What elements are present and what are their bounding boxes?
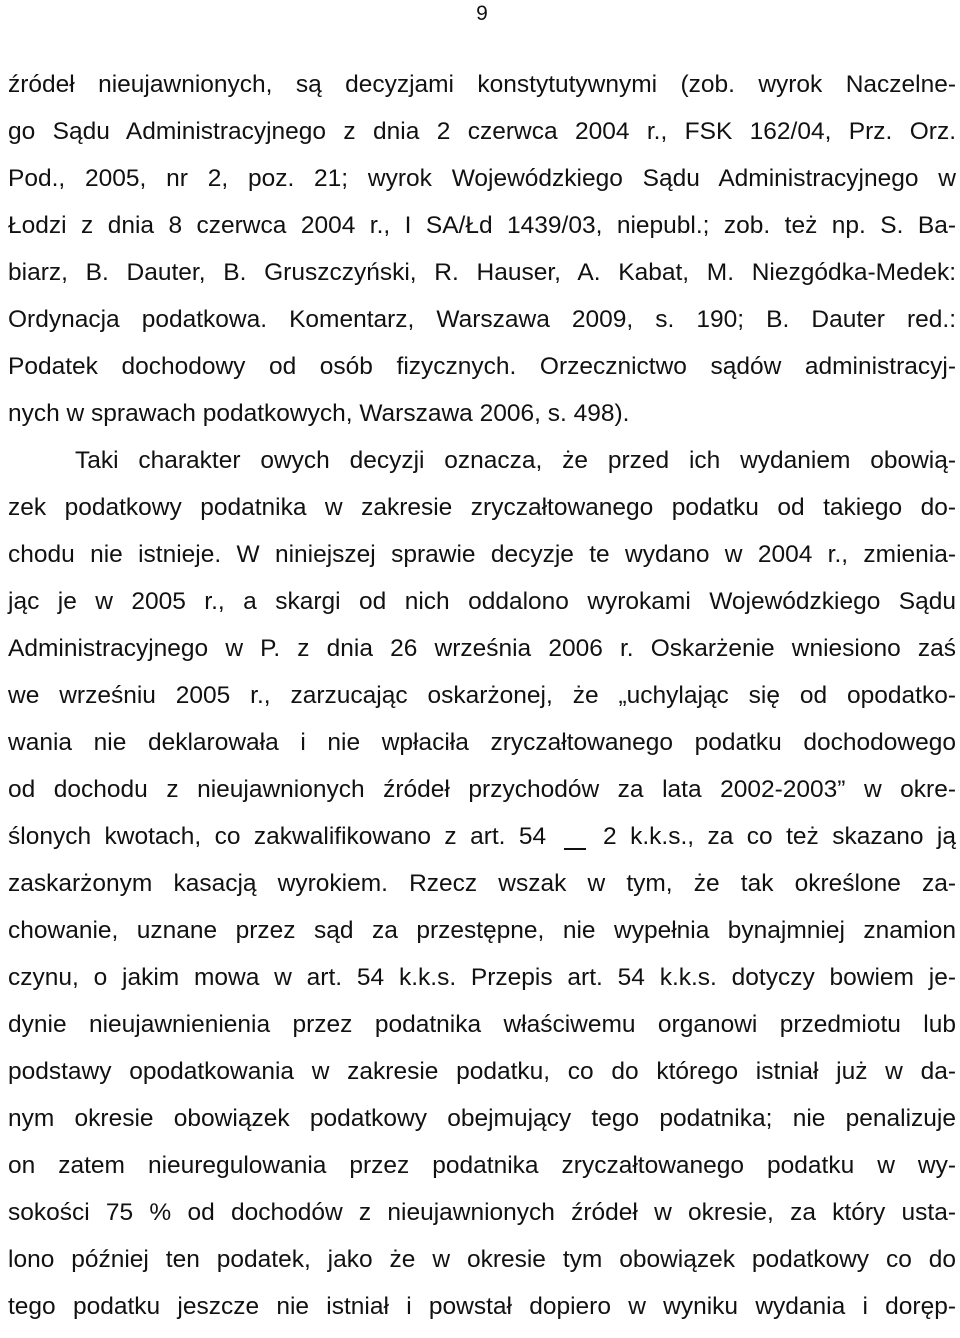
text-line: tego podatku jeszcze nie istniał i powstał dopiero w wyniku wydania i doręp- <box>8 1293 956 1320</box>
text-line: zaskarżonym kasacją wyrokiem. Rzecz wszak w tym, że tak określone za- <box>8 870 956 897</box>
text-line: czynu, o jakim mowa w art. 54 k.k.s. Przepis art. 54 k.k.s. dotyczy bowiem je- <box>8 964 956 991</box>
text-line: źródeł nieujawnionych, są decyzjami konstytutywnymi (zob. wyrok Naczelne- <box>8 71 956 98</box>
section-sign-placeholder <box>564 846 586 850</box>
page-number: 9 <box>476 2 488 25</box>
text-line: od dochodu z nieujawnionych źródeł przychodów za lata 2002-2003” w okre- <box>8 776 956 803</box>
text-line: go Sądu Administracyjnego z dnia 2 czerwca 2004 r., FSK 162/04, Prz. Orz. <box>8 118 956 145</box>
text-line: Ordynacja podatkowa. Komentarz, Warszawa 2009, s. 190; B. Dauter red.: <box>8 306 956 333</box>
text-line: nym okresie obowiązek podatkowy obejmujący tego podatnika; nie penalizuje <box>8 1105 956 1132</box>
text-line: wania nie deklarowała i nie wpłaciła zryczałtowanego podatku dochodowego <box>8 729 956 756</box>
text-line: nych w sprawach podatkowych, Warszawa 2006, s. 498). <box>8 400 630 427</box>
text-line: on zatem nieuregulowania przez podatnika zryczałtowanego podatku w wy- <box>8 1152 956 1179</box>
text-line: lono później ten podatek, jako że w okresie tym obowiązek podatkowy co do <box>8 1246 956 1273</box>
text-line: Podatek dochodowy od osób fizycznych. Orzecznictwo sądów administracyj- <box>8 353 956 380</box>
text-line: biarz, B. Dauter, B. Gruszczyński, R. Hauser, A. Kabat, M. Niezgódka-Medek: <box>8 259 956 286</box>
document-body <box>8 61 956 1330</box>
paragraph-1 <box>8 61 956 437</box>
text-line: Administracyjnego w P. z dnia 26 września 2006 r. Oskarżenie wniesiono zaś <box>8 635 956 662</box>
text-line: chowanie, uznane przez sąd za przestępne, nie wypełnia bynajmniej znamion <box>8 917 956 944</box>
text-line: Pod., 2005, nr 2, poz. 21; wyrok Wojewódzkiego Sądu Administracyjnego w <box>8 165 956 192</box>
text-segment: 2 k.k.s., za co też skazano ją <box>603 823 956 850</box>
text-line: podstawy opodatkowania w zakresie podatku, co do którego istniał już w da- <box>8 1058 956 1085</box>
text-line: Taki charakter owych decyzji oznacza, że przed ich wydaniem obowią- <box>75 447 956 474</box>
text-line: Łodzi z dnia 8 czerwca 2004 r., I SA/Łd 1439/03, niepubl.; zob. też np. S. Ba- <box>8 212 956 239</box>
text-line: we wrześniu 2005 r., zarzucając oskarżonej, że „uchylając się od opodatko- <box>8 682 956 709</box>
text-segment: ślonych kwotach, co zakwalifikowano z art. 54 <box>8 823 547 850</box>
text-line: dynie nieujawnienienia przez podatnika właściwemu organowi przedmiotu lub <box>8 1011 956 1038</box>
text-line: chodu nie istnieje. W niniejszej sprawie decyzje te wydano w 2004 r., zmienia- <box>8 541 956 568</box>
text-line: jąc je w 2005 r., a skargi od nich oddalono wyrokami Wojewódzkiego Sądu <box>8 588 956 615</box>
text-line: sokości 75 % od dochodów z nieujawnionych źródeł w okresie, za który usta- <box>8 1199 956 1226</box>
text-line-with-section-sign <box>8 813 956 860</box>
text-line: zek podatkowy podatnika w zakresie zryczałtowanego podatku od takiego do- <box>8 494 956 521</box>
paragraph-2 <box>8 437 956 1330</box>
